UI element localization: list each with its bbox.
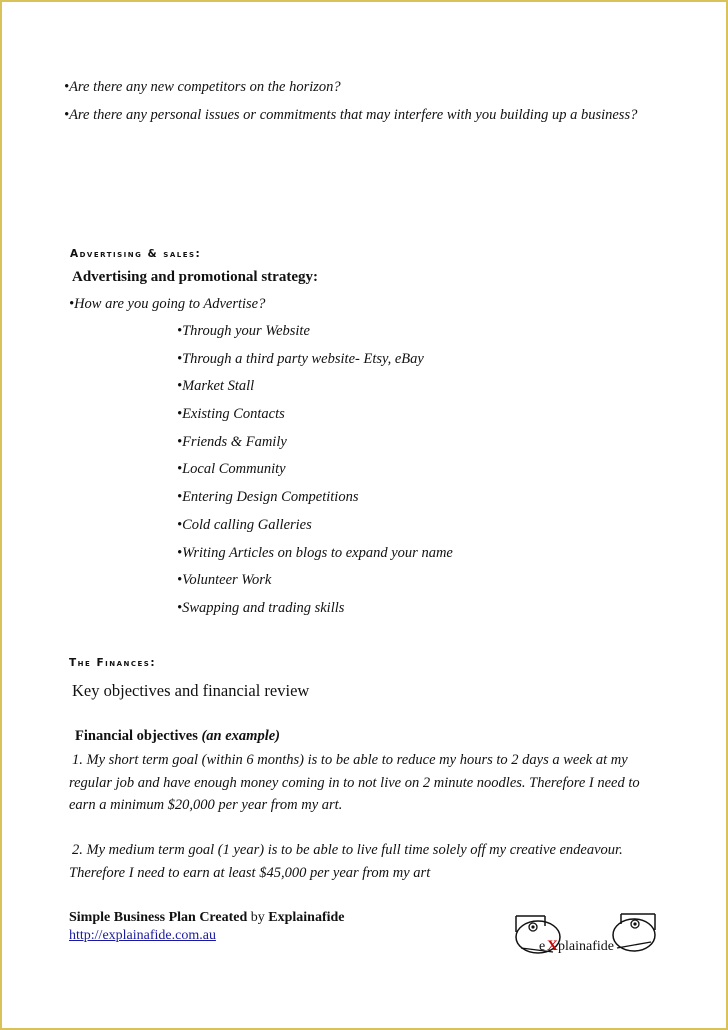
logo-wordmark: plainafide xyxy=(558,939,614,954)
logo-graphic xyxy=(513,912,659,962)
list-item: •Entering Design Competitions xyxy=(177,489,359,506)
finances-subheading: Key objectives and financial review xyxy=(72,681,310,700)
advertise-question: •How are you going to Advertise? xyxy=(69,296,266,312)
footer-title-bold: Simple Business Plan Created xyxy=(69,910,248,925)
financial-objectives-label xyxy=(75,728,280,745)
list-item: •Through a third party website- Etsy, eBay xyxy=(177,350,424,367)
list-item: •Existing Contacts xyxy=(177,406,285,423)
list-item: •Writing Articles on blogs to expand your name xyxy=(177,544,453,561)
logo-letter-x: X xyxy=(547,938,558,954)
objectives-example-text: (an example) xyxy=(201,728,280,744)
risk-bullet-personal: •Are there any personal issues or commitments that may interfere with you building up a business? xyxy=(64,107,638,123)
list-item: •Local Community xyxy=(177,461,286,478)
list-item: •Cold calling Galleries xyxy=(177,516,312,533)
list-item: •Friends & Family xyxy=(177,433,287,450)
footer-title xyxy=(69,910,345,926)
finances-heading: The Finances: xyxy=(69,657,157,669)
list-item: •Volunteer Work xyxy=(177,572,272,589)
objectives-label-text: Financial objectives xyxy=(75,728,198,744)
risk-bullet-competitors: •Are there any new competitors on the horizon? xyxy=(64,79,341,95)
list-item: •Market Stall xyxy=(177,378,255,395)
list-item: •Swapping and trading skills xyxy=(177,599,345,616)
footer-title-by: by xyxy=(250,910,265,925)
explainafide-logo xyxy=(513,912,659,962)
list-item: •Through your Website xyxy=(177,323,310,339)
advertising-subheading: Advertising and promotional strategy: xyxy=(72,269,318,285)
financial-paragraph-short-term: 1. My short term goal (within 6 months) is to be able to reduce my hours to 2 days a week at my regular job and have enough money coming in to not live on 2 minute noodles. Therefore I need to earn a minimum $20,000 per year from my art. xyxy=(69,752,640,813)
financial-paragraph-medium-term: 2. My medium term goal (1 year) is to be able to live full time solely off my creative endeavour. Therefore I need to earn at least $45,000 per year from my art xyxy=(69,842,623,881)
footer-brand: Explainafide xyxy=(268,910,345,925)
advertising-heading: Advertising & sales: xyxy=(70,248,202,260)
footer-url-link[interactable]: http://explainafide.com.au xyxy=(69,928,216,943)
advertising-channel-list xyxy=(177,322,453,627)
logo-letter-e: e xyxy=(539,939,546,954)
